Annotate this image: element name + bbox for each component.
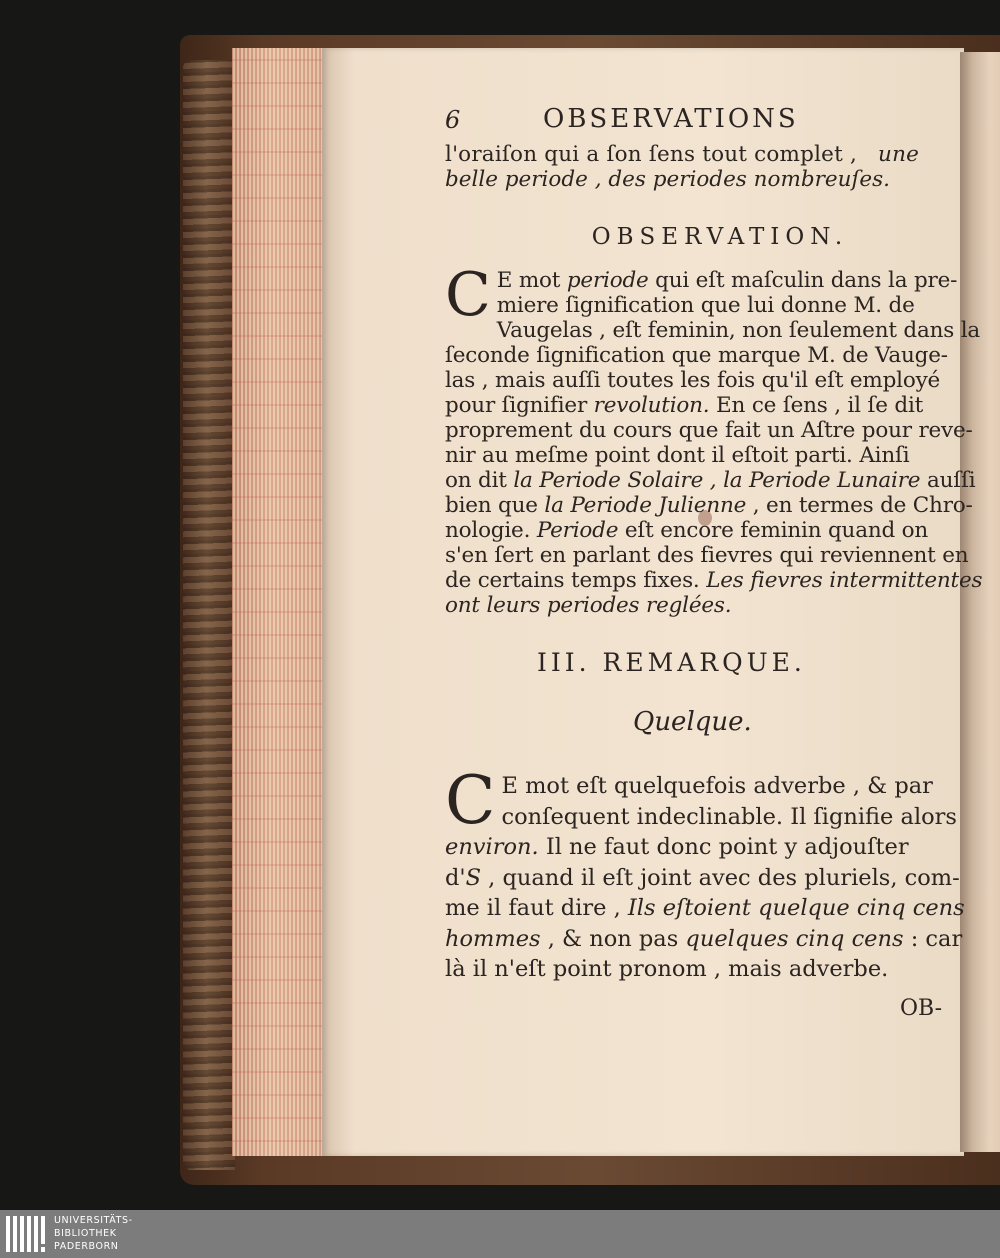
leather-spine [183, 60, 235, 1170]
remarque-title: Quelque. [633, 707, 752, 737]
text-line: environ. Il ne faut donc point y adjouſter [445, 834, 909, 860]
observation-heading: OBSERVATION. [591, 224, 849, 250]
text-line: de certains temps fixes. Les fievres intermittentes [445, 568, 983, 593]
page-text [445, 100, 983, 985]
text-line: hommes , & non pas quelques cinq cens : car [445, 925, 963, 952]
text-line: me il faut dire , Ils eſtoient quelque cinq cens [445, 895, 965, 921]
text-line: pour ſignifier revolution. En ce ſens , il ſe dit [445, 393, 924, 418]
remarque-paragraph [445, 762, 965, 985]
page-number: 6 [445, 106, 461, 134]
text-line: on dit la Periode Solaire , la Periode Lunaire auſſi [445, 468, 976, 493]
text-line: bien que la Periode Julienne , en termes de Chro- [445, 493, 973, 518]
text-line: conſequent indeclinable. Il ſignifie alors [501, 803, 957, 830]
text-line: Vaugelas , eſt feminin, non ſeulement dans la [496, 318, 981, 343]
observation-paragraph [445, 260, 983, 618]
library-logo-icon [6, 1214, 48, 1254]
intro-line-2: belle periode , des periodes nombreuſes. [445, 167, 891, 192]
text-line: nologie. Periode eſt encore feminin quand on [445, 518, 929, 543]
text-line: ont leurs periodes reglées. [445, 593, 732, 618]
text-line: miere ſignification que lui donne M. de [496, 293, 915, 318]
observation-dropcap: C [445, 260, 491, 330]
library-footer [0, 1210, 1000, 1258]
text-line: proprement du cours que fait un Aſtre pour reve- [445, 418, 973, 443]
text-line: E mot eſt quelquefois adverbe , & par [501, 773, 933, 799]
page-edges [232, 48, 330, 1156]
catchword: OB- [899, 996, 942, 1021]
running-head: OBSERVATIONS [543, 104, 799, 134]
text-line: s'en ſert en parlant des fievres qui reviennent en [445, 543, 969, 568]
text-line: nir au meſme point dont il eſtoit parti. Ainſi [445, 443, 910, 468]
library-logo-text: UNIVERSITÄTS- BIBLIOTHEK PADERBORN [54, 1215, 133, 1252]
text-line: d'S , quand il eſt joint avec des pluriels, com- [445, 864, 960, 891]
text-line: ſeconde ſignification que marque M. de Vauge- [445, 343, 948, 368]
intro-line-1: l'oraiſon qui a ſon ſens tout complet , une [445, 142, 920, 167]
text-line: las , mais auſſi toutes les fois qu'il eſt employé [445, 368, 941, 393]
text-line: là il n'eſt point pronom , mais adverbe. [445, 956, 889, 982]
page-header [445, 100, 935, 140]
remarque-dropcap: C [445, 762, 496, 839]
remarque-heading: III. REMARQUE. [537, 648, 806, 677]
facing-page-edge [960, 52, 1000, 1152]
text-line: E mot periode qui eſt maſculin dans la pre- [496, 268, 958, 293]
